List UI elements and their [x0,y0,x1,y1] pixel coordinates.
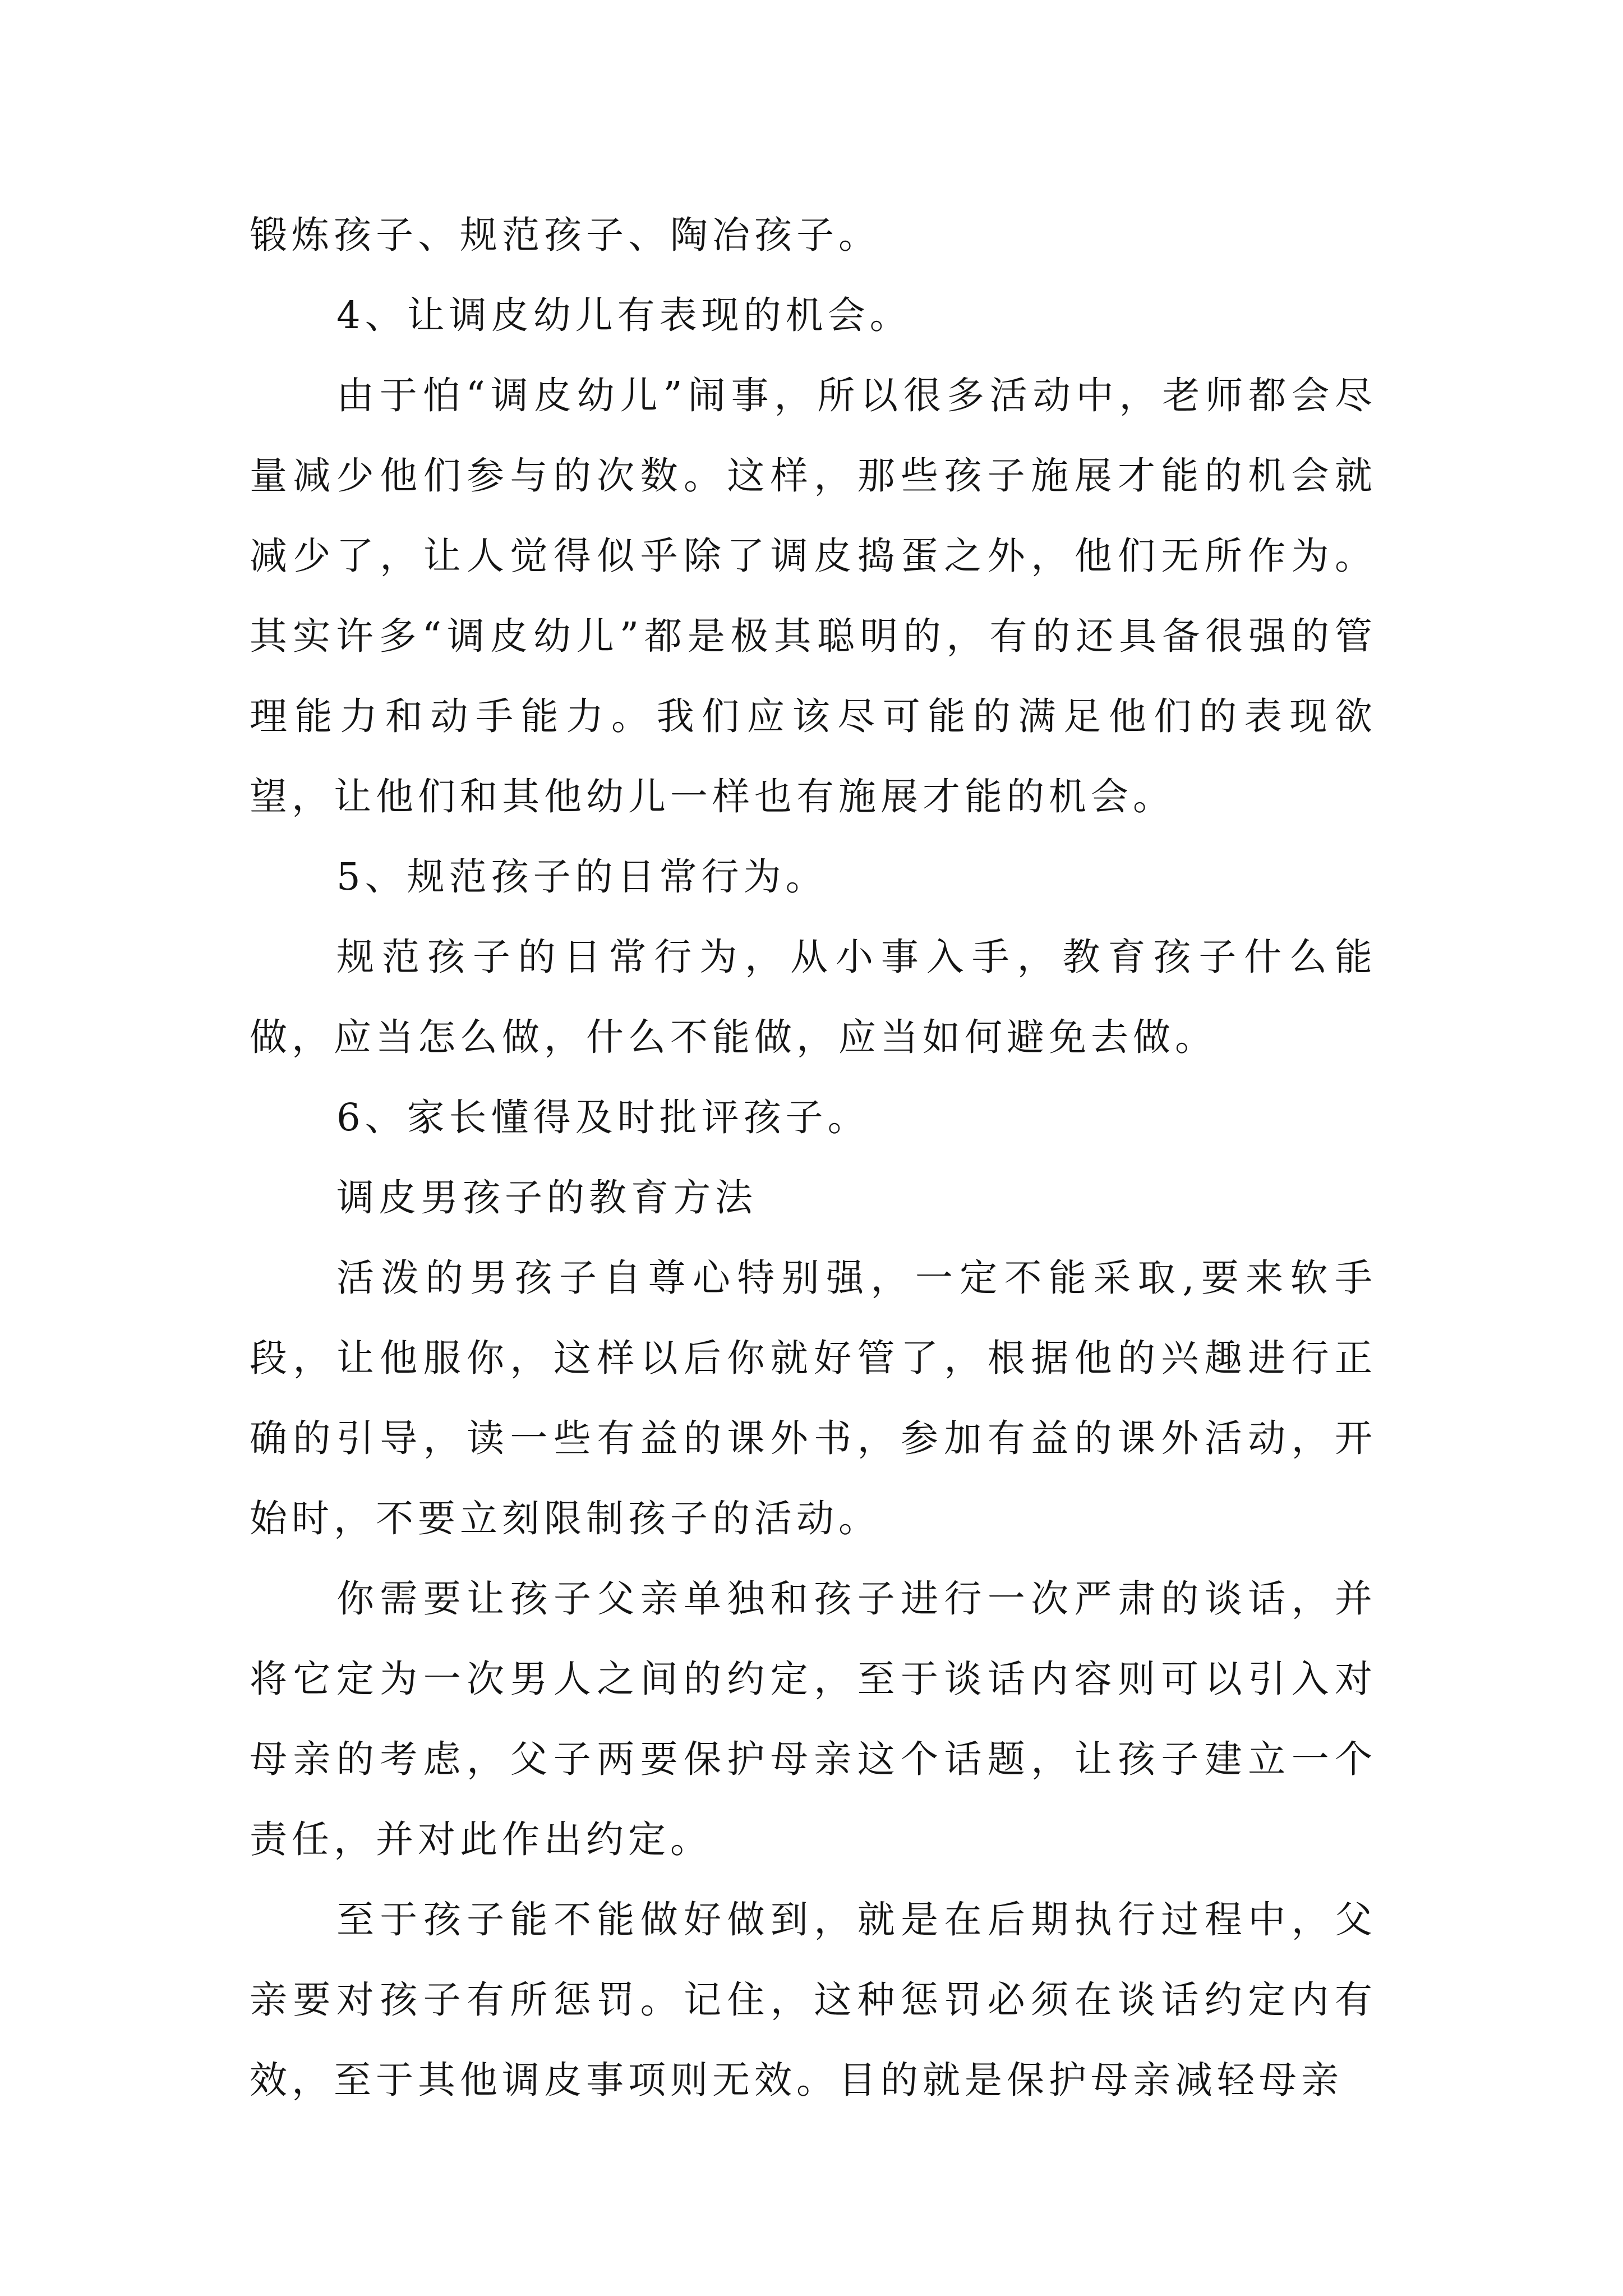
section-heading: 5、规范孩子的日常行为。 [336,855,828,899]
section-heading: 4、让调皮幼儿有表现的机会。 [336,293,912,337]
subsection-title: 调皮男孩子的教育方法 [336,1176,757,1220]
paragraph: 至于孩子能不能做好做到，就是在后期执行过程中，父亲要对孩子有所惩罚。记住，这种惩罚必须在谈话约定内有效，至于其他调皮事项则无效。目的就是保护母亲减轻母亲 [250,1898,1377,2102]
paragraph: 你需要让孩子父亲单独和孩子进行一次严肃的谈话，并将它定为一次男人之间的约定，至于谈话内容则可以引入对母亲的考虑，父子两要保护母亲这个话题，让孩子建立一个责任，并对此作出约定。 [250,1577,1377,1861]
paragraph: 规范孩子的日常行为，从小事入手，教育孩子什么能做，应当怎么做，什么不能做，应当如何避免去做。 [250,935,1377,1059]
document-body [250,195,1377,2120]
section-heading: 6、家长懂得及时批评孩子。 [336,1096,870,1139]
paragraph: 锻炼孩子、规范孩子、陶冶孩子。 [250,213,880,257]
paragraph: 由于怕“调皮幼儿”闹事，所以很多活动中，老师都会尽量减少他们参与的次数。这样，那些孩子施展才能的机会就减少了，让人觉得似乎除了调皮捣蛋之外，他们无所作为。其实许多“调皮幼儿”都是极其聪明的，有的还具备很强的管理能力和动手能力。我们应该尽可能的满足他们的表现欲望，让他们和其他幼儿一样也有施展才能的机会。 [250,374,1377,818]
paragraph: 活泼的男孩子自尊心特别强，一定不能采取,要来软手段，让他服你，这样以后你就好管了，根据他的兴趣进行正确的引导，读一些有益的课外书，参加有益的课外活动，开始时，不要立刻限制孩子的活动。 [250,1256,1377,1540]
